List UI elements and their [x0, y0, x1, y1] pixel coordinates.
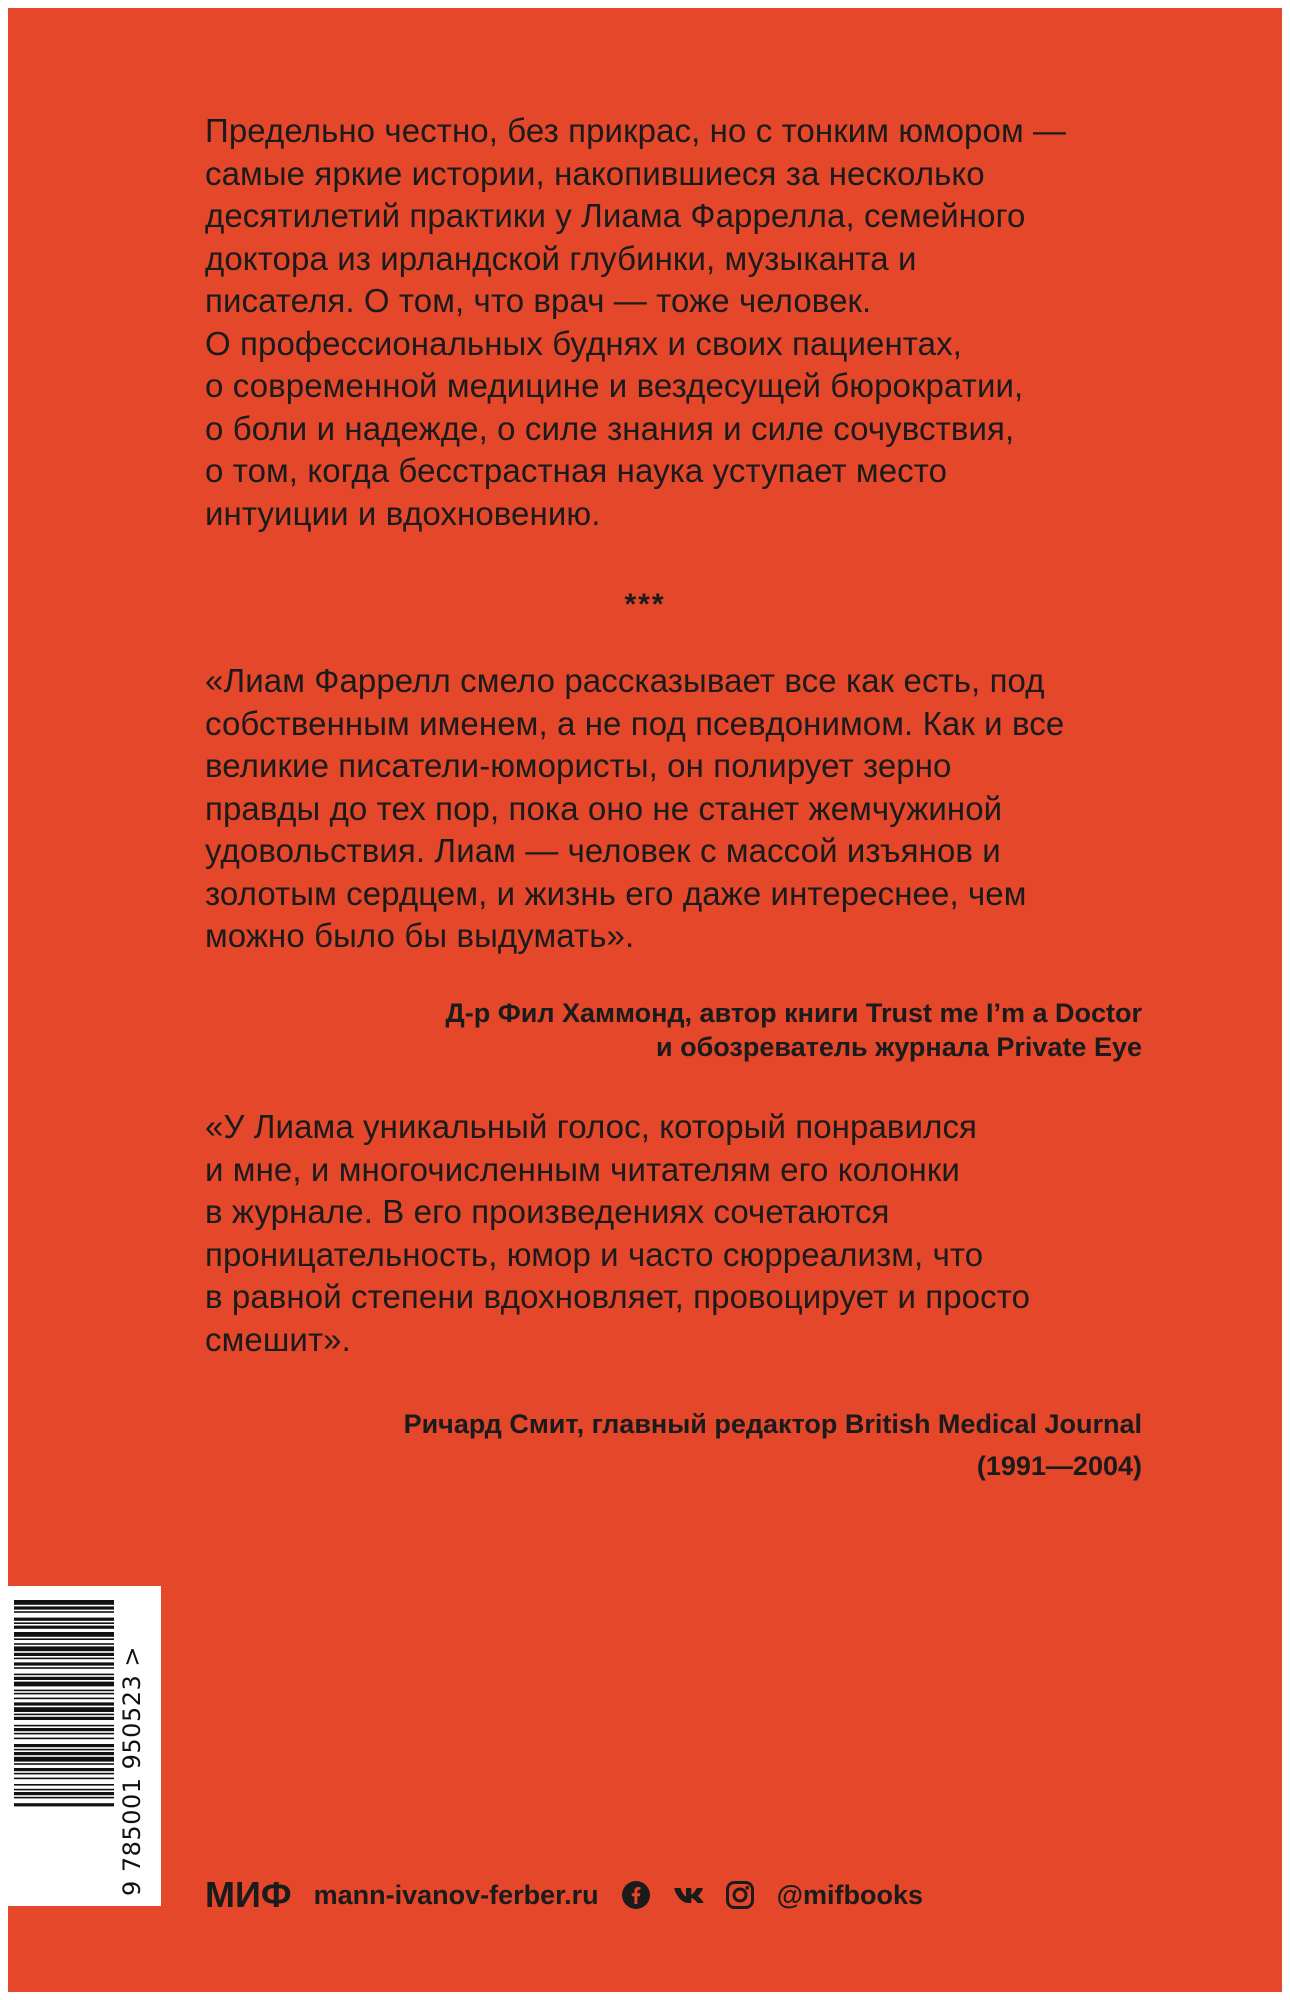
quote-line: в журнале. В его произведениях сочетаются — [205, 1193, 890, 1230]
barcode-bar — [14, 1789, 114, 1791]
barcode-bar — [14, 1653, 114, 1656]
barcode-bar — [14, 1658, 114, 1660]
barcode-bar — [14, 1600, 114, 1605]
barcode-bar — [14, 1632, 114, 1637]
barcode-bar — [14, 1690, 114, 1692]
publisher-footer — [205, 1874, 923, 1916]
intro-line: о том, когда бесстрастная наука уступает место — [205, 452, 948, 489]
quote-line: проницательность, юмор и часто сюрреализм, что — [205, 1235, 984, 1273]
barcode-bar — [14, 1714, 114, 1716]
quote-hammond — [205, 660, 1145, 958]
attribution-line: (1991—2004) — [976, 1451, 1142, 1481]
intro-line: О профессиональных буднях и своих пациентах, — [205, 324, 962, 362]
barcode-bar — [14, 1757, 114, 1762]
barcode-bar — [14, 1784, 114, 1786]
barcode-bar — [14, 1677, 114, 1680]
attribution-line: Ричард Смит, главный редактор British Medical Journal — [403, 1409, 1142, 1439]
intro-line: о современной медицине и вездесущей бюрократии, — [205, 367, 1024, 404]
barcode-bar — [14, 1792, 114, 1795]
intro-line: доктора из ирландской глубинки, музыканта и — [205, 239, 917, 277]
barcode-bar — [14, 1638, 114, 1640]
barcode-bar — [14, 1646, 114, 1651]
barcode-bar — [14, 1606, 114, 1609]
quote-smith-attribution — [404, 1403, 1142, 1487]
barcode-bar — [14, 1768, 114, 1771]
book-back-cover — [8, 8, 1282, 1992]
quote-smith — [205, 1106, 1145, 1361]
barcode-bar — [14, 1738, 114, 1740]
vk-icon[interactable] — [673, 1880, 703, 1910]
quote-line: в равной степени вдохновляет, провоцирует и просто — [205, 1278, 1031, 1315]
quote-line: правды до тех пор, пока оно не станет жемчужиной — [205, 789, 1003, 827]
barcode-bar — [14, 1744, 114, 1747]
barcode-bar — [14, 1717, 114, 1720]
barcode-bar — [14, 1674, 114, 1676]
barcode-bar — [14, 1643, 114, 1645]
barcode-bar — [14, 1733, 114, 1735]
barcode-bar — [14, 1626, 114, 1629]
section-separator: *** — [624, 588, 666, 621]
barcode-bar — [14, 1728, 114, 1731]
social-handle[interactable]: @mifbooks — [776, 1879, 924, 1910]
isbn-number: 9 785001 950523 > — [118, 1646, 146, 1896]
barcode-bar — [14, 1702, 114, 1705]
quote-line: смешит». — [205, 1320, 351, 1358]
intro-line: самые яркие истории, накопившиеся за несколько — [205, 154, 985, 192]
barcode-bar — [14, 1803, 114, 1806]
barcode-bar — [14, 1763, 114, 1765]
intro-line: о боли и надежде, о силе знания и силе сочувствия, — [205, 409, 1015, 447]
barcode-bar — [14, 1618, 114, 1621]
quote-line: «У Лиама уникальный голос, который понравился — [205, 1108, 978, 1145]
intro-line: интуиции и вдохновению. — [205, 494, 601, 532]
isbn-barcode — [8, 1586, 161, 1906]
barcode-bar — [14, 1611, 114, 1613]
barcode-bar — [14, 1698, 114, 1700]
barcode-bar — [14, 1667, 114, 1669]
barcode-bar — [14, 1693, 114, 1695]
quote-line: собственным именем, а не под псевдонимом. Как и все — [205, 704, 1065, 742]
intro-line: десятилетий практики у Лиама Фаррелла, семейного — [205, 197, 1026, 234]
publisher-logo: МИФ — [205, 1874, 292, 1915]
instagram-icon[interactable] — [725, 1880, 755, 1910]
intro-line: Предельно честно, без прикрас, но с тонким юмором — — [205, 112, 1067, 149]
quote-line: можно было бы выдумать». — [205, 917, 635, 954]
barcode-bar — [14, 1662, 114, 1665]
intro-line: писателя. О том, что врач — тоже человек. — [205, 282, 872, 319]
barcode-bar — [14, 1773, 114, 1775]
barcode-bar — [14, 1707, 114, 1712]
quote-line: и мне, и многочисленным читателям его колонки — [205, 1150, 960, 1188]
barcode-bar — [14, 1725, 114, 1727]
quote-hammond-attribution — [445, 996, 1142, 1064]
barcode-bar — [14, 1622, 114, 1624]
attribution-line: Д-р Фил Хаммонд, автор книги Trust me I’m a Doctor — [445, 998, 1142, 1028]
quote-line: «Лиам Фаррелл смело рассказывает все как есть, под — [205, 662, 1045, 699]
quote-line: удовольствия. Лиам — человек с массой изъянов и — [205, 832, 1001, 869]
barcode-bar — [14, 1682, 114, 1687]
intro-paragraph — [205, 110, 1145, 535]
barcode-bar — [14, 1749, 114, 1751]
barcode-bar — [14, 1778, 114, 1780]
quote-line: золотым сердцем, и жизнь его даже интереснее, чем — [205, 874, 1027, 912]
barcode-bar — [14, 1752, 114, 1755]
barcode-bar — [14, 1797, 114, 1799]
quote-line: великие писатели-юмористы, он полирует зерно — [205, 747, 952, 784]
publisher-website-link[interactable]: mann-ivanov-ferber.ru — [313, 1879, 599, 1910]
attribution-line: и обозреватель журнала Private Eye — [656, 1032, 1142, 1062]
facebook-icon[interactable] — [621, 1880, 651, 1910]
